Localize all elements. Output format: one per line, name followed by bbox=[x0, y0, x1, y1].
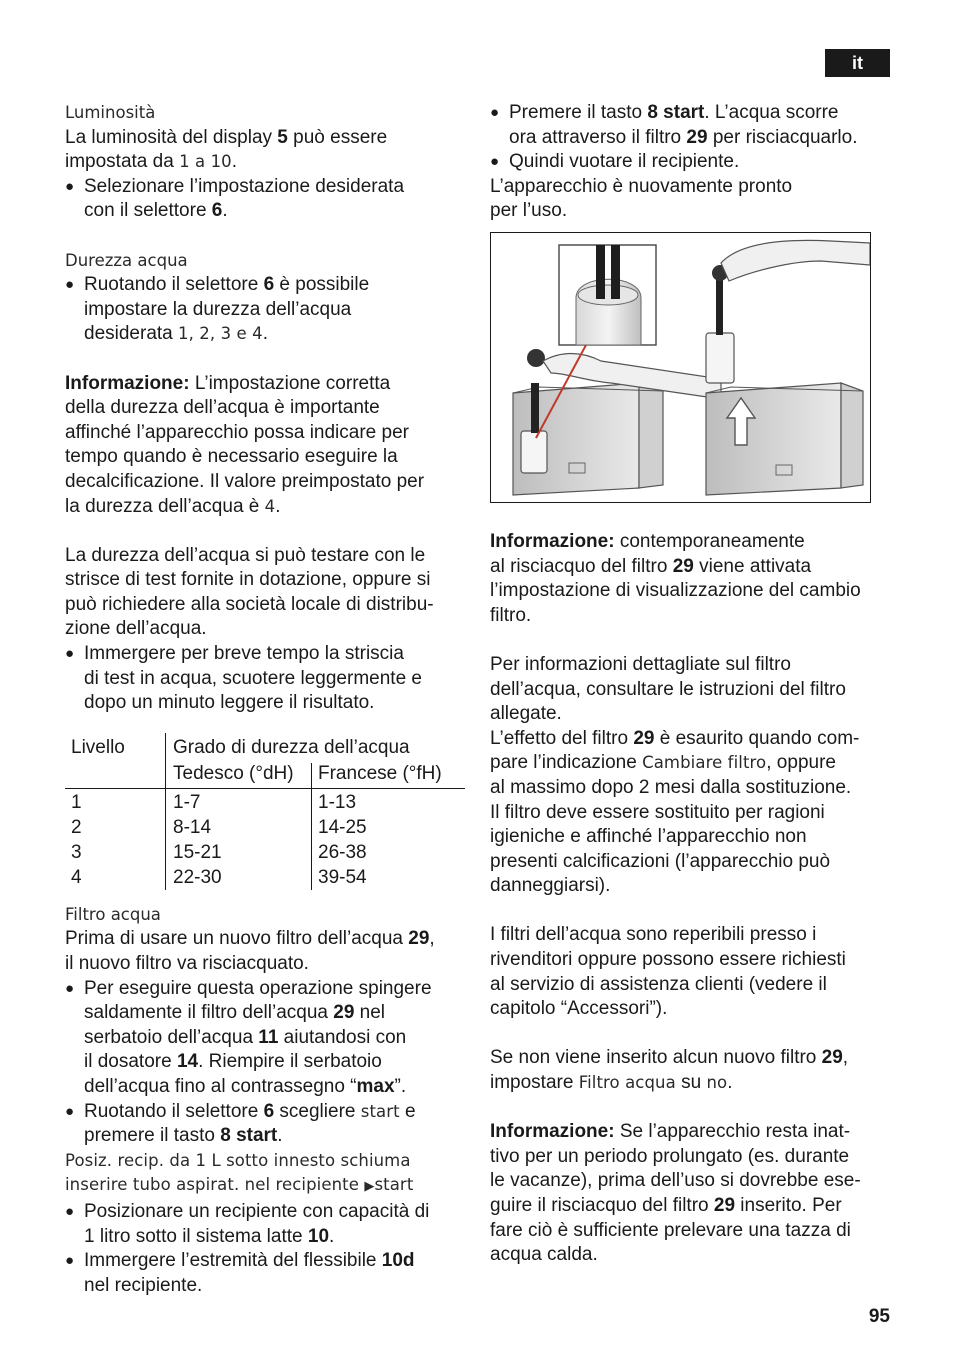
ref-number: 14 bbox=[176, 1051, 199, 1073]
ref-number: 6 bbox=[263, 1100, 275, 1122]
section-heading-durezza: Durezza acqua bbox=[65, 250, 188, 270]
table-cell: 15-21 bbox=[173, 841, 222, 863]
ref-number: 5 bbox=[277, 126, 288, 148]
display-text: 1, 2, 3 e 4 bbox=[178, 324, 263, 344]
table-cell: 2 bbox=[71, 816, 82, 838]
paragraph: impostata da 1 a 10. bbox=[65, 151, 238, 173]
table-header: Francese (°fH) bbox=[318, 762, 442, 784]
right-water-tank bbox=[706, 383, 863, 495]
bullet-item: ● Ruotando il selettore 6 scegliere start e premere il tasto 8 start. bbox=[65, 1100, 465, 1149]
table-cell: 39-54 bbox=[318, 866, 367, 888]
bullet-item: ● Posizionare un recipiente con capacità di 1 litro sotto il sistema latte 10. bbox=[65, 1200, 465, 1249]
bullet-item: ● Ruotando il selettore 6 è possibile impostare la durezza dell’acqua desiderata 1, 2, 3 e 4. bbox=[65, 273, 465, 347]
bullet-item: ● Selezionare l’impostazione desiderata con il selettore 6. bbox=[65, 175, 465, 224]
filter-insertion-illustration bbox=[491, 233, 870, 502]
info-label: Informazione: bbox=[490, 530, 615, 552]
play-arrow-icon: ▶ bbox=[364, 1179, 375, 1195]
info-note: Informazione: L’impostazione corretta della durezza dell’acqua è importante affinché l’apparecchio possa indicare per tempo quando è necessario eseguire la decalcificazione. Il valore preimpostato per la durezza dell’acqua è 4. bbox=[65, 372, 425, 517]
table-cell: 1-7 bbox=[173, 791, 201, 813]
display-message: inserire tubo aspirat. nel recipiente ▶start bbox=[65, 1175, 414, 1195]
filter-illustration bbox=[490, 232, 871, 503]
paragraph: La luminosità del display 5 può essere bbox=[65, 126, 388, 148]
ref-number: 10d bbox=[381, 1250, 415, 1272]
page-number: 95 bbox=[868, 1306, 890, 1327]
language-badge: it bbox=[825, 49, 890, 77]
paragraph: I filtri dell’acqua sono reperibili presso i rivenditori oppure possono essere richiesti al servizio di assistenza clienti (vedere il capitolo “Accessori”). bbox=[490, 924, 846, 1020]
table-cell: 3 bbox=[71, 841, 82, 863]
paragraph: La durezza dell’acqua si può testare con le strisce di test fornite in dotazione, oppure si può richiedere alla società locale di distribu- zione dell’acqua. bbox=[65, 544, 434, 640]
ref-number: 29 bbox=[672, 555, 694, 577]
paragraph: L’apparecchio è nuovamente pronto bbox=[490, 175, 793, 197]
table-cell: 22-30 bbox=[173, 866, 222, 888]
ref-number: 29 bbox=[633, 727, 655, 749]
table-cell: 4 bbox=[71, 866, 82, 888]
display-text: no bbox=[706, 1073, 728, 1093]
display-message: Posiz. recip. da 1 L sotto innesto schiuma bbox=[65, 1150, 411, 1170]
info-note: Informazione: contemporaneamente al risciacquo del filtro 29 viene attivata l’impostazione di visualizzazione del cambio filtro. bbox=[490, 530, 861, 626]
ref-number: 29 bbox=[333, 1002, 355, 1024]
bullet-item: ● Per eseguire questa operazione spingere saldamente il filtro dell’acqua 29 nel serbatoio dell’acqua 11 aiutandosi con il dosatore 14. Riempire il serbatoio dell’acqua fino al contrassegno “max”. bbox=[65, 977, 465, 1100]
info-label: Informazione: bbox=[490, 1121, 615, 1143]
paragraph: il nuovo filtro va risciacquato. bbox=[65, 953, 309, 975]
ref-number: 6 bbox=[211, 200, 223, 222]
paragraph: Se non viene inserito alcun nuovo filtro 29, impostare Filtro acqua su no. bbox=[490, 1047, 849, 1094]
display-text: Cambiare filtro bbox=[642, 753, 767, 773]
paragraph: Per informazioni dettagliate sul filtro dell’acqua, consultare le istruzioni del filtro allegate. L’effetto del filtro 29 è esaurito quando com- pare l’indicazione Cambiare filtro, oppure al massimo dopo 2 mesi dalla sostituzione. Il filtro deve essere sostituito per ragioni igieniche e affinché l’apparecchio non presenti calcificazioni (l’apparecchio può danneggiarsi). bbox=[490, 653, 860, 897]
ref-number: max bbox=[356, 1076, 395, 1097]
hardness-table bbox=[65, 716, 465, 888]
info-label: Informazione: bbox=[65, 372, 190, 394]
paragraph: per l’uso. bbox=[490, 200, 568, 222]
ref-number: 11 bbox=[258, 1026, 279, 1048]
paragraph: Prima di usare un nuovo filtro dell’acqua 29, bbox=[65, 928, 435, 950]
bullet-item: ● Quindi vuotare il recipiente. bbox=[490, 150, 895, 175]
table-cell: 26-38 bbox=[318, 841, 367, 863]
table-header: Livello bbox=[71, 736, 125, 758]
table-header: Grado di durezza dell’acqua bbox=[173, 736, 410, 758]
ref-number: 29 bbox=[713, 1195, 736, 1216]
bullet-item: ● Premere il tasto 8 start. L’acqua scorre ora attraverso il filtro 29 per risciacquarlo. bbox=[490, 101, 895, 150]
display-text: 4 bbox=[264, 496, 276, 516]
display-text: 1 a 10 bbox=[179, 152, 232, 172]
ref-number: 29 bbox=[821, 1047, 843, 1069]
table-header: Tedesco (°dH) bbox=[173, 762, 294, 784]
section-heading-filtro: Filtro acqua bbox=[65, 904, 161, 924]
ref-number: 6 bbox=[263, 274, 275, 296]
display-text: start bbox=[360, 1101, 400, 1121]
left-column bbox=[65, 101, 465, 1298]
table-cell: 8-14 bbox=[173, 816, 212, 838]
ref-number: 10 bbox=[307, 1225, 330, 1247]
bullet-item: ● Immergere per breve tempo la striscia di test in acqua, scuotere leggermente e dopo un minuto leggere il risultato. bbox=[65, 642, 465, 716]
ref-number: 8 start bbox=[220, 1125, 278, 1147]
info-note: Informazione: Se l’apparecchio resta inat- tivo per un periodo prolungato (es. durante le vacanze), prima dell’uso si dovrebbe ese- guire il risciacquo del filtro 29 inserito. Per fare ciò è sufficiente prelevare una tazza di acqua calda. bbox=[490, 1121, 861, 1266]
ref-number: 29 bbox=[686, 126, 708, 148]
section-heading-luminosita: Luminosità bbox=[65, 103, 156, 122]
bullet-item: ● Immergere l’estremità del flessibile 10d nel recipiente. bbox=[65, 1249, 465, 1298]
table-cell: 14-25 bbox=[318, 816, 367, 838]
display-text: Filtro acqua bbox=[578, 1073, 676, 1093]
table-cell: 1-13 bbox=[318, 791, 357, 813]
ref-number: 29 bbox=[408, 928, 430, 950]
ref-number: 8 start bbox=[647, 102, 705, 123]
table-cell: 1 bbox=[71, 791, 82, 813]
